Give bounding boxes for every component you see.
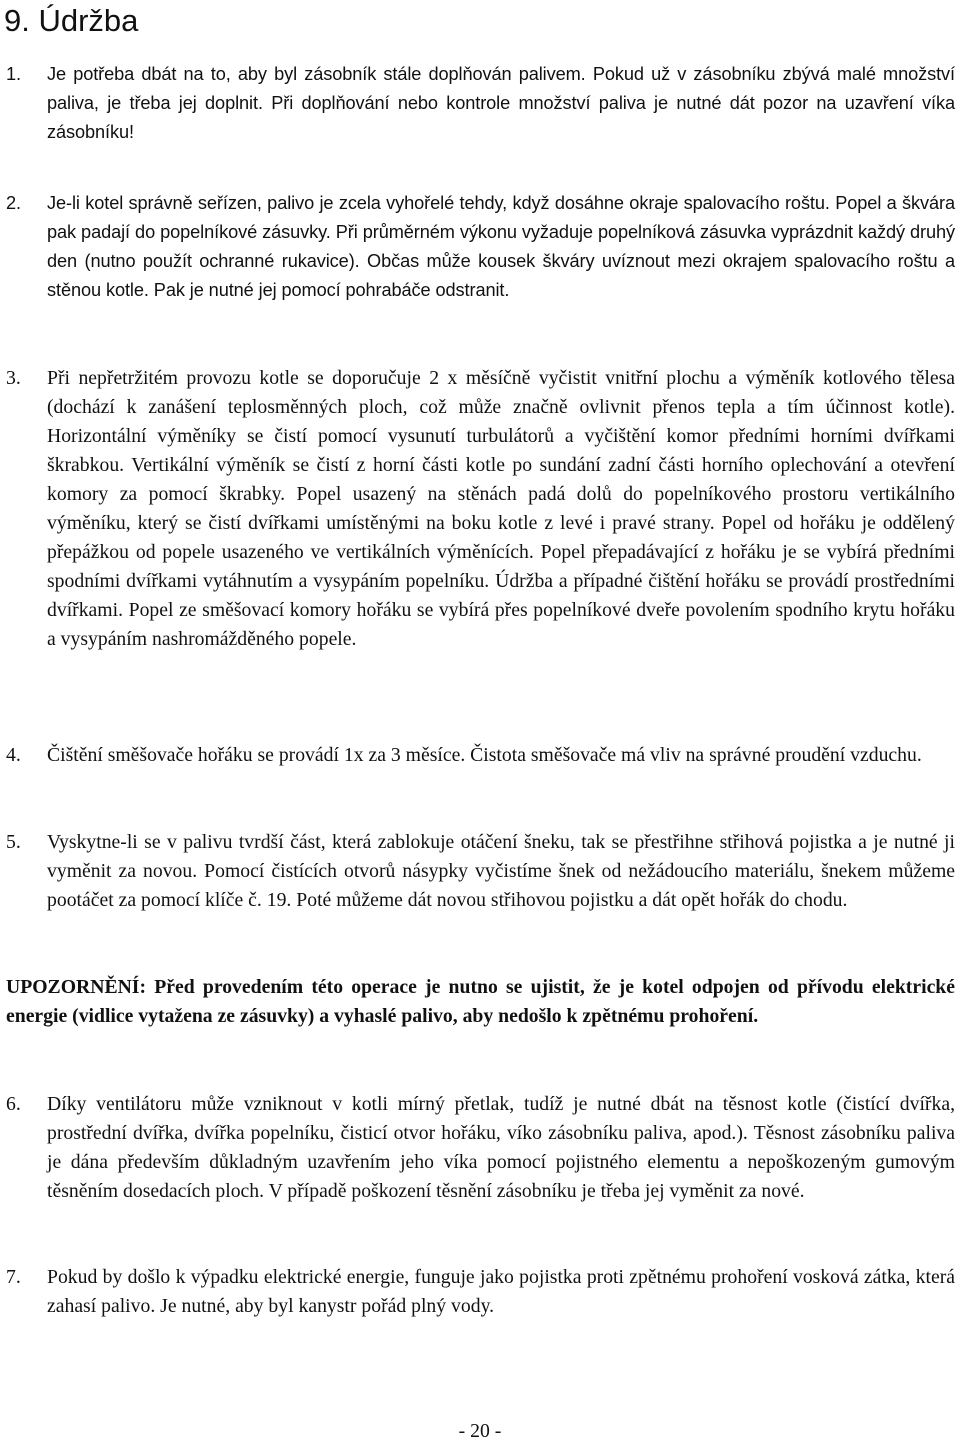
list-item-number: 4. <box>6 744 21 766</box>
list-item-number: 3. <box>6 367 21 389</box>
section-title: 9. Údržba <box>4 3 139 38</box>
list-item-number: 1. <box>6 64 21 84</box>
list-item-text: Je potřeba dbát na to, aby byl zásobník stále doplňován palivem. Pokud už v zásobníku zbývá malé množství paliva, je třeba jej doplnit. Při doplňování nebo kontrole množství paliva je nutné dát pozor na uzavření víka zásobníku! <box>47 64 955 142</box>
warning-notice: UPOZORNĚNÍ: Před provedením této operace je nutno se ujistit, že je kotel odpojen od přívodu elektrické energie (vidlice vytažena ze zásuvky) a vyhaslé palivo, aby nedošlo k zpětnému prohoření. <box>6 976 955 1027</box>
list-item-5 <box>6 828 955 915</box>
list-item-4 <box>6 741 955 770</box>
list-item-text: Je-li kotel správně seřízen, palivo je zcela vyhořelé tehdy, když dosáhne okraje spalovacího roštu. Popel a škvára pak padají do popelníkové zásuvky. Při průměrném výkonu vyžaduje popelníková zásuvka vyprázdnit každý druhý den (nutno použít ochranné rukavice). Občas může kousek škváry uvíznout mezi okrajem spalovacího roštu a stěnou kotle. Pak je nutné jej pomocí pohrabáče odstranit. <box>47 193 955 300</box>
list-item-1 <box>6 60 955 147</box>
page-number: - 20 - <box>458 1420 502 1442</box>
list-item-text: Pokud by došlo k výpadku elektrické energie, funguje jako pojistka proti zpětnému prohoření vosková zátka, která zahasí palivo. Je nutné, aby byl kanystr pořád plný vody. <box>47 1266 955 1317</box>
list-item-number: 2. <box>6 193 21 213</box>
list-item-7 <box>6 1263 955 1321</box>
list-item-number: 6. <box>6 1093 21 1115</box>
list-item-text: Vyskytne-li se v palivu tvrdší část, která zablokuje otáčení šneku, tak se přestřihne střihová pojistka a je nutné ji vyměnit za novou. Pomocí čistících otvorů násypky vyčistíme šnek od nežádoucího materiálu, šnekem můžeme pootáčet za pomocí klíče č. 19. Poté můžeme dát novou střihovou pojistku a dát opět hořák do chodu. <box>47 831 955 911</box>
list-item-text: Při nepřetržitém provozu kotle se doporučuje 2 x měsíčně vyčistit vnitřní plochu a výměník kotlového tělesa (dochází k zanášení teplosměnných ploch, což může značně ovlivnit přenos tepla a tím účinnost kotle). Horizontální výměníky se čistí pomocí vysunutí turbulátorů a vyčištění komor předními horními dvířkami škrabkou. Vertikální výměník se čistí z horní části kotle po sundání zadní části horního oplechování a otevření komory za pomocí škrabky. Popel usazený na stěnách padá dolů do popelníkového prostoru vertikálního výměníku, který se čistí dvířkami umístěnými na boku kotle z levé i pravé strany. Popel od hořáku je oddělený přepážkou od popele usazeného ve vertikálních výměnících. Popel přepadávající z hořáku je se vybírá předními spodními dvířkami vytáhnutím a vysypáním popelníku. Údržba a případné čištění hořáku se provádí prostředními dvířkami. Popel ze směšovací komory hořáku se vybírá přes popelníkové dveře povolením spodního krytu hořáku a vysypáním nashromážděného popele. <box>47 367 955 650</box>
list-item-number: 7. <box>6 1266 21 1288</box>
list-item-text: Čištění směšovače hořáku se provádí 1x za 3 měsíce. Čistota směšovače má vliv na správné proudění vzduchu. <box>47 744 922 766</box>
list-item-text: Díky ventilátoru může vzniknout v kotli mírný přetlak, tudíž je nutné dbát na těsnost kotle (čistící dvířka, prostřední dvířka, dvířka popelníku, čisticí otvor hořáku, víko zásobníku paliva, apod.). Těsnost zásobníku paliva je dána především důkladným uzavřením jeho víka pomocí pojistného elementu a nepoškozeným gumovým těsněním dosedacích ploch. V případě poškození těsnění zásobníku je třeba jej vyměnit za nové. <box>47 1093 955 1202</box>
list-item-3 <box>6 364 955 654</box>
list-item-number: 5. <box>6 831 21 853</box>
list-item-6 <box>6 1090 955 1206</box>
list-item-2 <box>6 189 955 305</box>
